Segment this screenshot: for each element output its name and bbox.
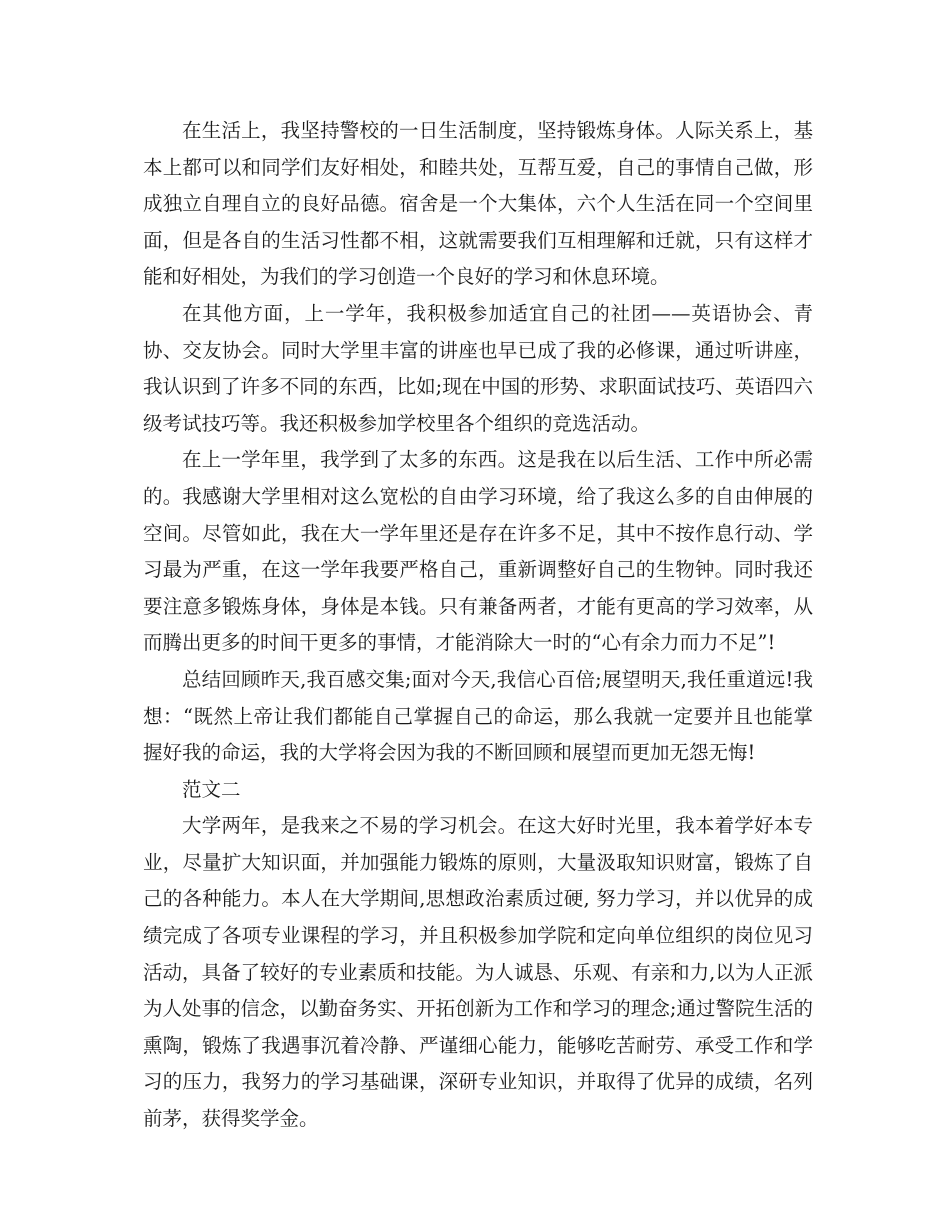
paragraph-two-years: 大学两年，是我来之不易的学习机会。在这大好时光里，我本着学好本专业，尽量扩大知识面，并加强能力锻炼的原则，大量汲取知识财富，锻炼了自己的各种能力。本人在大学期间,思想政治素质过硬, 努力学习，并以优异的成绩完成了各项专业课程的学习，并且积极参加学院和定向单位组织的岗位见习活动，具备了较好的专业素质和技能。为人诚恳、乐观、有亲和力,以为人正派为人处事的信念，以勤奋务实、开拓创新为工作和学习的理念;通过警院生活的熏陶，锻炼了我遇事沉着冷静、严谨细心能力，能够吃苦耐劳、承受工作和学习的压力，我努力的学习基础课，深研专业知识，并取得了优异的成绩，名列前茅，获得奖学金。 (143, 814, 813, 1131)
paragraph-life: 在生活上，我坚持警校的一日生活制度，坚持锻炼身体。人际关系上，基本上都可以和同学们友好相处，和睦共处，互帮互爱，自己的事情自己做，形成独立自理自立的良好品德。宿舍是一个大集体，六个人生活在同一个空间里面，但是各自的生活习性都不相，这就需要我们互相理解和迁就，只有这样才能和好相处，为我们的学习创造一个良好的学习和休息环境。 (143, 119, 813, 289)
paragraph-summary: 总结回顾昨天,我百感交集;面对今天,我信心百倍;展望明天,我任重道远!我想：“既然上帝让我们都能自己掌握自己的命运，那么我就一定要并且也能掌握好我的命运，我的大学将会因为我的不断回顾和展望而更加无怨无悔! (143, 667, 813, 765)
paragraph-other-aspects: 在其他方面，上一学年，我积极参加适宜自己的社团——英语协会、青协、交友协会。同时大学里丰富的讲座也早已成了我的必修课，通过听讲座，我认识到了许多不同的东西，比如;现在中国的形势、求职面试技巧、英语四六级考试技巧等。我还积极参加学校里各个组织的竞选活动。 (143, 301, 813, 435)
section-heading-sample-two: 范文二 (182, 777, 241, 801)
paragraph-past-year: 在上一学年里，我学到了太多的东西。这是我在以后生活、工作中所必需的。我感谢大学里相对这么宽松的自由学习环境，给了我这么多的自由伸展的空间。尽管如此，我在大一学年里还是存在许多不足，其中不按作息行动、学习最为严重，在这一学年我要严格自己，重新调整好自己的生物钟。同时我还要注意多锻炼身体，身体是本钱。只有兼备两者，才能有更高的学习效率，从而腾出更多的时间干更多的事情，才能消除大一时的“心有余力而力不足”! (143, 448, 813, 655)
document-body (143, 113, 813, 1138)
